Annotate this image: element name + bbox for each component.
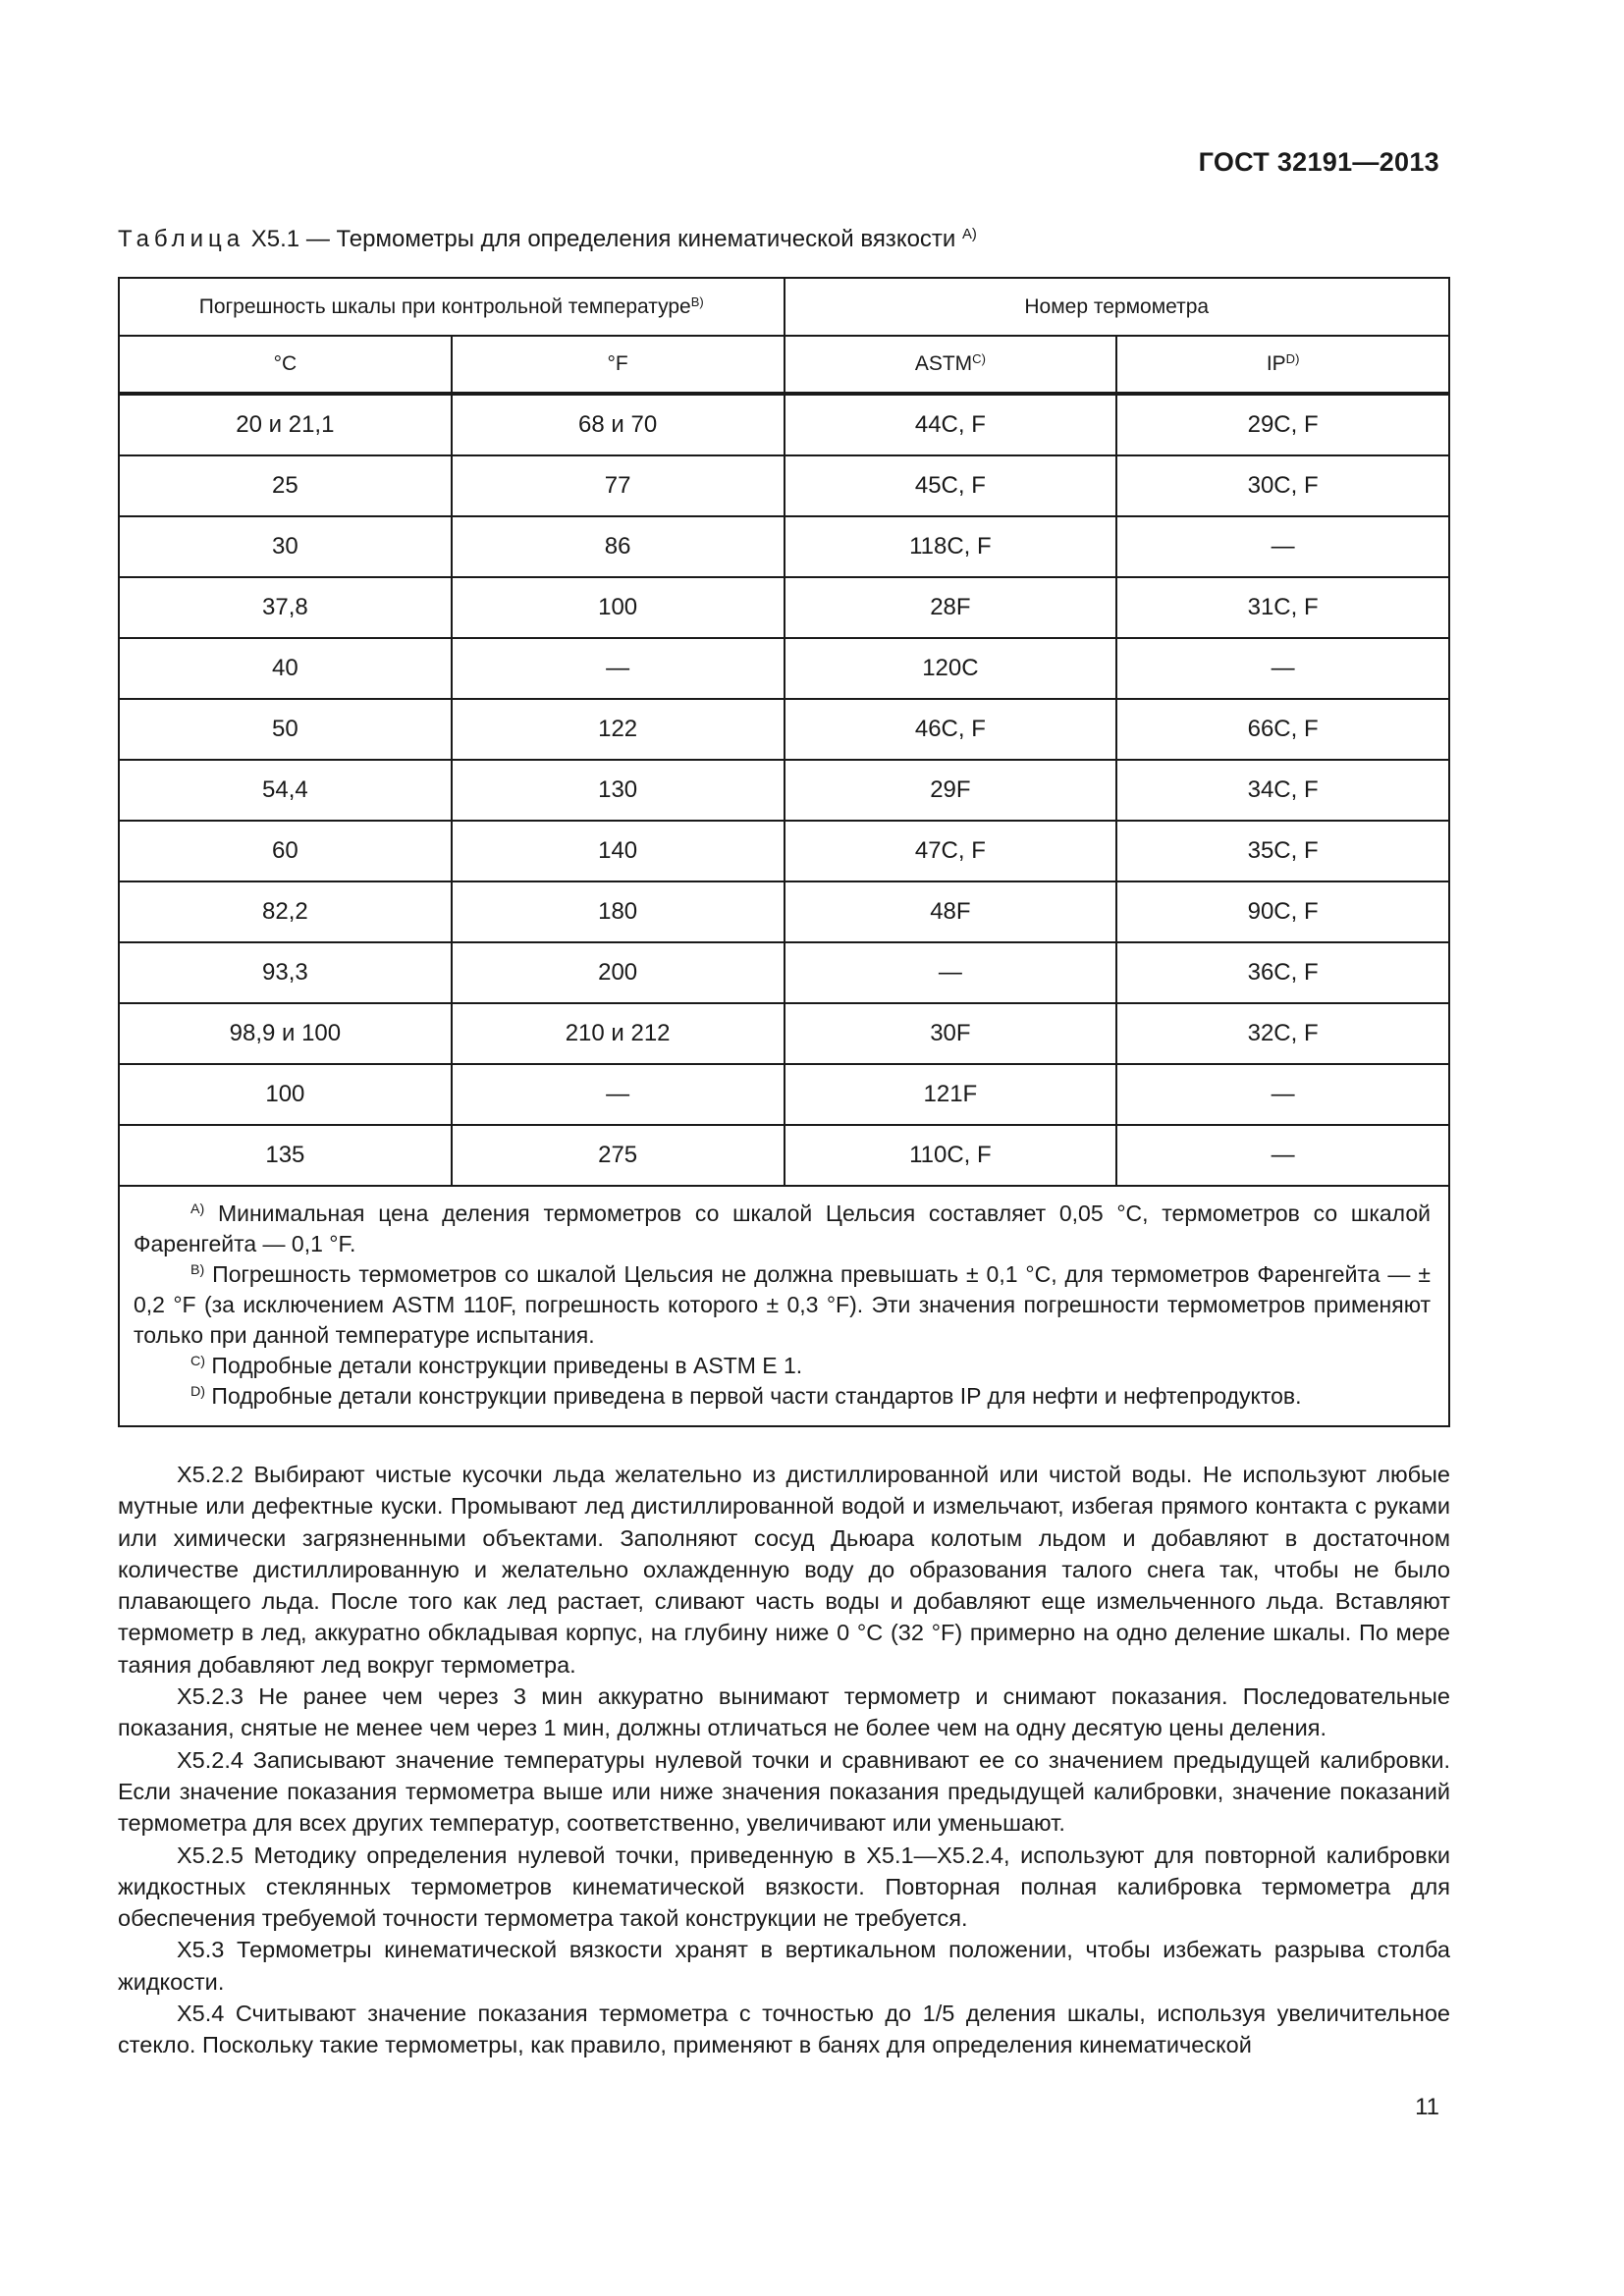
unit-celsius: °C (119, 336, 452, 394)
cell-temp-f: 100 (452, 577, 785, 638)
unit-fahrenheit: °F (452, 336, 785, 394)
cell-ip: — (1116, 638, 1449, 699)
footnote-mark: B) (190, 1262, 205, 1279)
footnote-text: Подробные детали конструкции приведена в первой части стандартов IP для нефти и нефтепродуктов. (205, 1383, 1302, 1409)
cell-ip: 29C, F (1116, 394, 1449, 455)
table-row (119, 760, 1449, 821)
cell-temp-c: 98,9 и 100 (119, 1003, 452, 1064)
thermometer-table-body (119, 278, 1449, 1426)
cell-astm: 118C, F (785, 516, 1117, 577)
unit-astm-text: ASTM (914, 352, 973, 375)
body-paragraph: Х5.4 Считывают значение показания термометра с точностью до 1/5 деления шкалы, используя увеличительное стекло. Поскольку такие термометры, как правило, применяют в банях для определения кинематической (118, 2001, 1450, 2058)
header-accuracy (119, 278, 785, 336)
cell-ip: 66C, F (1116, 699, 1449, 760)
cell-temp-c: 60 (119, 821, 452, 881)
cell-temp-c: 82,2 (119, 881, 452, 942)
cell-temp-f: 200 (452, 942, 785, 1003)
table-footnote (134, 1381, 1431, 1412)
body-paragraph: Х5.2.4 Записывают значение температуры нулевой точки и сравнивают ее со значением предыдущей калибровки. Если значение показания термометра выше или ниже значения показания предыдущей калибровки, значение показаний термометра для всех других температур, соответственно, увеличивают или уменьшают. (118, 1746, 1450, 1837)
footnote-text: Погрешность термометров со шкалой Цельсия не должна превышать ± 0,1 °С, для термометров Фаренгейта — ± 0,2 °F (за исключением ASTM 110F, погрешность которого ± 0,3 °F). Эти значения погрешности термометров применяют только при данной температуре испытания. (134, 1261, 1431, 1348)
cell-temp-f: 180 (452, 881, 785, 942)
thermometer-table (118, 277, 1450, 1427)
cell-temp-f: 77 (452, 455, 785, 516)
cell-ip: 34C, F (1116, 760, 1449, 821)
cell-temp-c: 50 (119, 699, 452, 760)
body-paragraph: Х5.3 Термометры кинематической вязкости хранят в вертикальном положении, чтобы избежать разрыва столба жидкости. (118, 1937, 1450, 1995)
cell-temp-c: 100 (119, 1064, 452, 1125)
unit-ip (1116, 336, 1449, 394)
body-paragraph: Х5.2.2 Выбирают чистые кусочки льда желательно из дистиллированной или чистой воды. Не используют любые мутные или дефектные куски. Промывают лед дистиллированной водой и измельчают, избегая прямого контакта с руками или химически загрязненными объектами. Заполняют сосуд Дьюара колотым льдом и добавляют в достаточном количестве дистиллированную и желательно охлажденную воду до образования талого снега так, чтобы не было плавающего льда. После того как лед растает, сливают часть воды и добавляют еще измельченного льда. Вставляют термометр в лед, аккуратно обкладывая корпус, на глубину ниже 0 °С (32 °F) примерно на одно деление шкалы. По мере таяния добавляют лед вокруг термометра. (118, 1462, 1450, 1678)
cell-temp-f: — (452, 638, 785, 699)
unit-ip-ref: D) (1285, 350, 1300, 366)
document-header: ГОСТ 32191—2013 (1198, 147, 1439, 177)
cell-astm: 48F (785, 881, 1117, 942)
cell-temp-c: 40 (119, 638, 452, 699)
body-text (118, 1459, 1450, 2061)
cell-temp-f: 86 (452, 516, 785, 577)
cell-ip: — (1116, 1064, 1449, 1125)
cell-temp-c: 20 и 21,1 (119, 394, 452, 455)
cell-temp-f: 68 и 70 (452, 394, 785, 455)
table-footnote (134, 1199, 1431, 1259)
header-accuracy-ref: B) (690, 294, 704, 309)
cell-temp-c: 25 (119, 455, 452, 516)
cell-astm: 120C (785, 638, 1117, 699)
footnote-text: Подробные детали конструкции приведены в ASTM E 1. (205, 1353, 803, 1378)
cell-temp-f: — (452, 1064, 785, 1125)
table-row (119, 1003, 1449, 1064)
header-thermometer-number: Номер термометра (785, 278, 1450, 336)
cell-temp-f: 130 (452, 760, 785, 821)
unit-astm-ref: C) (972, 350, 986, 366)
cell-astm: 110C, F (785, 1125, 1117, 1186)
page-number: 11 (1415, 2094, 1439, 2120)
table-caption (118, 226, 977, 253)
table-caption-title: Х5.1 — Термометры для определения кинематической вязкости (244, 226, 956, 252)
footnote-mark: A) (190, 1201, 205, 1218)
table-row (119, 1064, 1449, 1125)
cell-temp-c: 30 (119, 516, 452, 577)
cell-astm: 30F (785, 1003, 1117, 1064)
cell-astm: 45C, F (785, 455, 1117, 516)
body-paragraph: Х5.2.3 Не ранее чем через 3 мин аккуратно вынимают термометр и снимают показания. Последовательные показания, снятые не менее чем через 1 мин, должны отличаться не более чем на одну десятую цены деления. (118, 1683, 1450, 1741)
cell-astm: 121F (785, 1064, 1117, 1125)
cell-ip: 31C, F (1116, 577, 1449, 638)
unit-astm (785, 336, 1117, 394)
cell-astm: 28F (785, 577, 1117, 638)
cell-ip: — (1116, 516, 1449, 577)
table-caption-note-ref: A) (962, 226, 977, 242)
cell-temp-f: 275 (452, 1125, 785, 1186)
cell-temp-c: 93,3 (119, 942, 452, 1003)
table-row (119, 638, 1449, 699)
cell-ip: 35C, F (1116, 821, 1449, 881)
table-row (119, 516, 1449, 577)
cell-ip: — (1116, 1125, 1449, 1186)
cell-astm: — (785, 942, 1117, 1003)
body-paragraph: Х5.2.5 Методику определения нулевой точки, приведенную в Х5.1—Х5.2.4, используют для повторной калибровки жидкостных стеклянных термометров кинематической вязкости. Повторная полная калибровка термометра для обеспечения требуемой точности термометра такой конструкции не требуется. (118, 1842, 1450, 1932)
cell-astm: 47C, F (785, 821, 1117, 881)
cell-temp-f: 210 и 212 (452, 1003, 785, 1064)
table-row (119, 577, 1449, 638)
table-row (119, 1125, 1449, 1186)
cell-astm: 46C, F (785, 699, 1117, 760)
footnote-text: Минимальная цена деления термометров со шкалой Цельсия составляет 0,05 °С, термометров со шкалой Фаренгейта — 0,1 °F. (134, 1201, 1431, 1256)
table-footnote (134, 1351, 1431, 1381)
table-row (119, 394, 1449, 455)
cell-astm: 44C, F (785, 394, 1117, 455)
footnote-mark: D) (190, 1384, 206, 1401)
cell-ip: 90C, F (1116, 881, 1449, 942)
table-row (119, 455, 1449, 516)
cell-temp-c: 37,8 (119, 577, 452, 638)
cell-ip: 32C, F (1116, 1003, 1449, 1064)
cell-ip: 30C, F (1116, 455, 1449, 516)
cell-temp-f: 140 (452, 821, 785, 881)
cell-temp-c: 135 (119, 1125, 452, 1186)
table-row (119, 821, 1449, 881)
table-row (119, 699, 1449, 760)
unit-ip-text: IP (1266, 352, 1286, 375)
cell-temp-f: 122 (452, 699, 785, 760)
table-row (119, 881, 1449, 942)
table-caption-label: Таблица (118, 226, 245, 252)
table-group-header-row (119, 278, 1449, 336)
cell-ip: 36C, F (1116, 942, 1449, 1003)
table-notes-row (119, 1186, 1449, 1426)
cell-astm: 29F (785, 760, 1117, 821)
table-notes (119, 1186, 1449, 1426)
table-footnote (134, 1259, 1431, 1351)
footnote-mark: C) (190, 1354, 206, 1370)
table-units-row (119, 336, 1449, 394)
header-accuracy-text: Погрешность шкалы при контрольной температуре (198, 294, 691, 318)
table-row (119, 942, 1449, 1003)
cell-temp-c: 54,4 (119, 760, 452, 821)
